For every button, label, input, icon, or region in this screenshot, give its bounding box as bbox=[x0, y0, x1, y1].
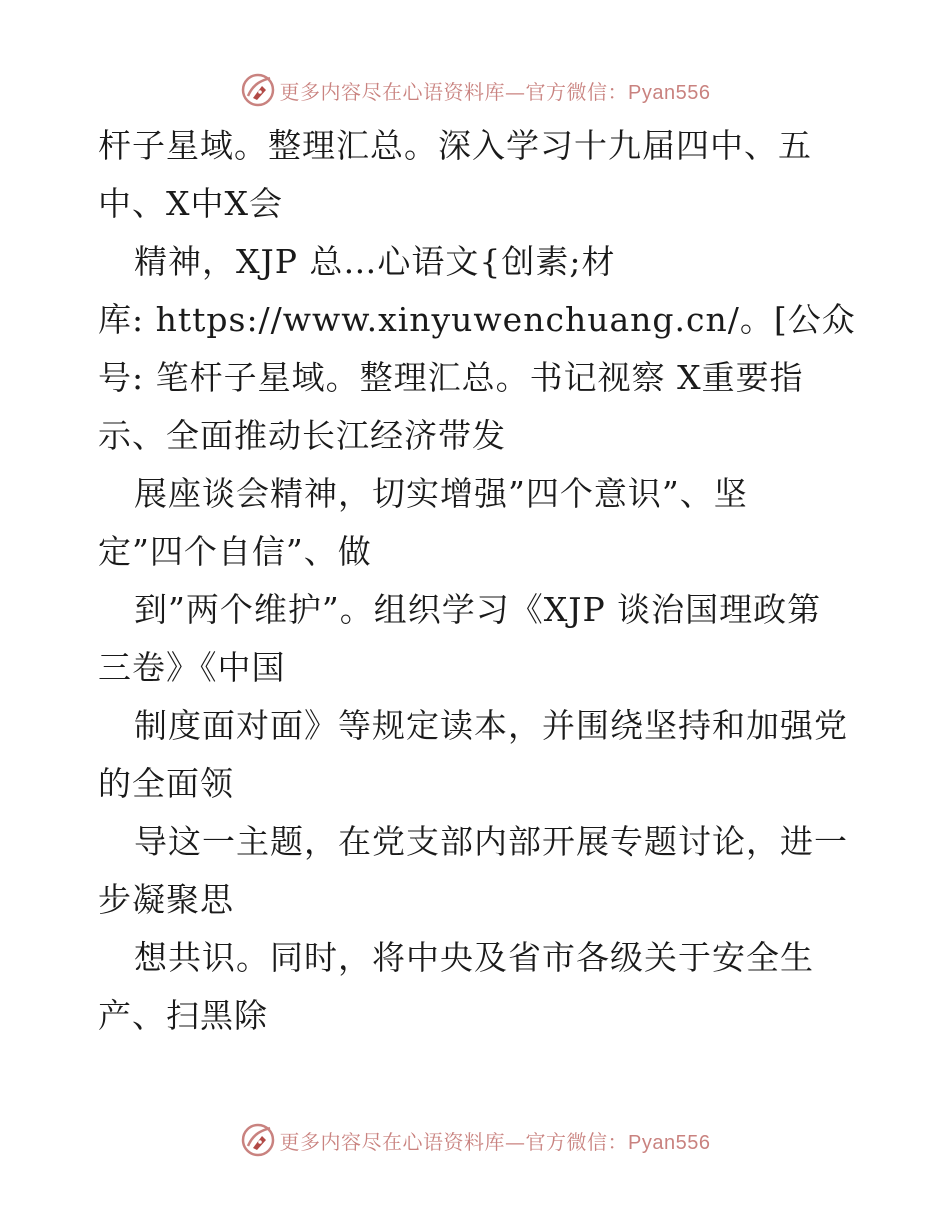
text-line: 杆子星域。整理汇总。深入学习十九届四中、五 bbox=[98, 126, 812, 165]
text-line: 定”四个自信”、做 bbox=[98, 532, 372, 571]
pen-nib-logo-icon bbox=[240, 1122, 276, 1158]
footer-banner bbox=[0, 1120, 950, 1160]
document-body bbox=[98, 117, 868, 1045]
text-line: 步凝聚思 bbox=[98, 880, 234, 919]
text-line: 制度面对面》等规定读本，并围绕坚持和加强党 bbox=[134, 706, 848, 745]
text-line: 示、全面推动长江经济带发 bbox=[98, 416, 506, 455]
text-line: 精神，XJP 总…心语文{创素;材 bbox=[134, 242, 616, 281]
pen-nib-logo-icon bbox=[240, 72, 276, 108]
text-line: 三卷》《中国 bbox=[98, 648, 286, 687]
header-banner bbox=[0, 70, 950, 110]
wechat-id: Pyan556 bbox=[628, 81, 711, 104]
text-line: 的全面领 bbox=[98, 764, 234, 803]
text-line: 到”两个维护”。组织学习《XJP 谈治国理政第 bbox=[134, 590, 822, 629]
text-line: 展座谈会精神，切实增强”四个意识”、坚 bbox=[134, 474, 748, 513]
text-line: 中、X中X会 bbox=[98, 184, 283, 223]
text-line: 库: https://www.xinyuwenchuang.cn/。[公众 bbox=[98, 300, 856, 339]
banner-label: 更多内容尽在心语资料库—官方微信：Pyan556 bbox=[279, 1129, 711, 1154]
text-line: 导这一主题，在党支部内部开展专题讨论，进一 bbox=[134, 822, 848, 861]
text-line: 想共识。同时，将中央及省市各级关于安全生 bbox=[134, 938, 814, 977]
text-line: 产、扫黑除 bbox=[98, 996, 268, 1035]
wechat-id: Pyan556 bbox=[628, 1131, 711, 1154]
banner-label: 更多内容尽在心语资料库—官方微信：Pyan556 bbox=[279, 79, 711, 104]
text-line: 号: 笔杆子星域。整理汇总。书记视察 X重要指 bbox=[98, 358, 804, 397]
